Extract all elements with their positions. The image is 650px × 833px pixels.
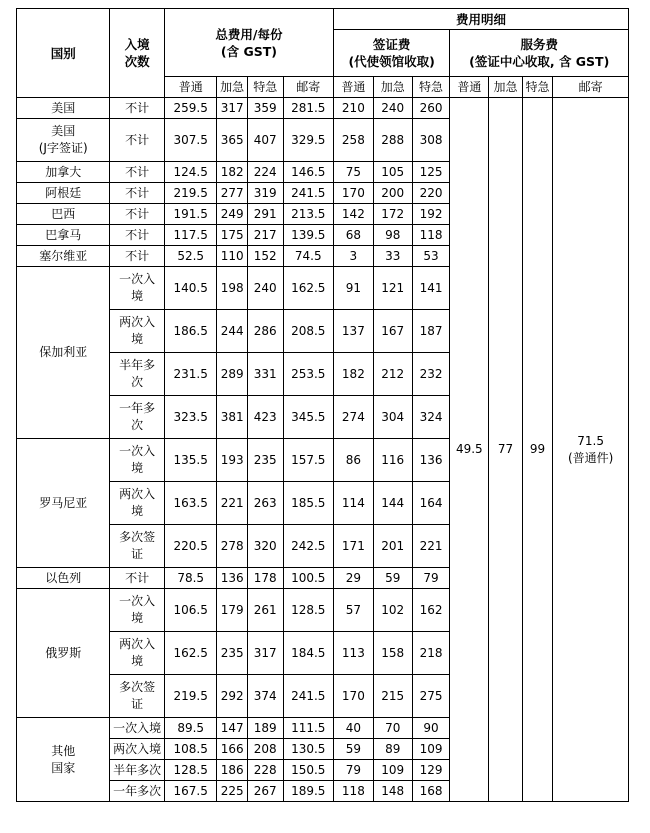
entries-cell: 两次入境: [110, 739, 165, 760]
country-cell: 加拿大: [17, 162, 110, 183]
visa-normal-cell: 113: [333, 632, 373, 675]
total-mail-cell: 208.5: [283, 310, 333, 353]
entries-cell: 不计: [110, 568, 165, 589]
visa-urgent-cell: 288: [373, 119, 412, 162]
header-total-fee: 总费用/每份 (含 GST): [164, 9, 333, 77]
visa-normal-cell: 182: [333, 353, 373, 396]
total-normal-cell: 186.5: [164, 310, 216, 353]
total-urgent-cell: 381: [217, 396, 247, 439]
visa-urgent-cell: 200: [373, 183, 412, 204]
visa-normal-cell: 210: [333, 98, 373, 119]
total-express-cell: 189: [247, 718, 283, 739]
total-normal-cell: 231.5: [164, 353, 216, 396]
total-urgent-cell: 193: [217, 439, 247, 482]
total-express-cell: 235: [247, 439, 283, 482]
visa-normal-cell: 118: [333, 781, 373, 802]
total-mail-cell: 345.5: [283, 396, 333, 439]
visa-express-cell: 232: [412, 353, 450, 396]
visa-normal-cell: 170: [333, 675, 373, 718]
visa-urgent-cell: 167: [373, 310, 412, 353]
total-express-cell: 359: [247, 98, 283, 119]
total-urgent-cell: 249: [217, 204, 247, 225]
total-normal-cell: 108.5: [164, 739, 216, 760]
visa-express-cell: 118: [412, 225, 450, 246]
total-mail-cell: 241.5: [283, 675, 333, 718]
visa-normal-cell: 170: [333, 183, 373, 204]
visa-express-cell: 324: [412, 396, 450, 439]
visa-normal-cell: 137: [333, 310, 373, 353]
visa-normal-cell: 40: [333, 718, 373, 739]
total-urgent-cell: 292: [217, 675, 247, 718]
country-cell: 其他 国家: [17, 718, 110, 802]
fee-table-container: [16, 8, 629, 802]
visa-express-cell: 218: [412, 632, 450, 675]
visa-urgent-cell: 59: [373, 568, 412, 589]
table-row: [17, 98, 629, 119]
entries-cell: 多次签 证: [110, 525, 165, 568]
total-col-mail: 邮寄: [283, 77, 333, 98]
visa-normal-cell: 86: [333, 439, 373, 482]
total-normal-cell: 259.5: [164, 98, 216, 119]
total-mail-cell: 162.5: [283, 267, 333, 310]
total-col-normal: 普通: [164, 77, 216, 98]
visa-express-cell: 79: [412, 568, 450, 589]
country-cell: 巴西: [17, 204, 110, 225]
visa-normal-cell: 114: [333, 482, 373, 525]
total-urgent-cell: 182: [217, 162, 247, 183]
total-normal-cell: 52.5: [164, 246, 216, 267]
total-express-cell: 317: [247, 632, 283, 675]
total-express-cell: 331: [247, 353, 283, 396]
visa-normal-cell: 3: [333, 246, 373, 267]
total-mail-cell: 185.5: [283, 482, 333, 525]
service-mail-cell: 71.5 (普通件): [553, 98, 629, 802]
total-col-urgent: 加急: [217, 77, 247, 98]
visa-express-cell: 125: [412, 162, 450, 183]
visa-express-cell: 109: [412, 739, 450, 760]
country-cell: 美国: [17, 98, 110, 119]
total-express-cell: 374: [247, 675, 283, 718]
country-cell: 俄罗斯: [17, 589, 110, 718]
entries-cell: 不计: [110, 162, 165, 183]
visa-express-cell: 192: [412, 204, 450, 225]
entries-cell: 不计: [110, 183, 165, 204]
total-urgent-cell: 365: [217, 119, 247, 162]
total-urgent-cell: 198: [217, 267, 247, 310]
total-mail-cell: 128.5: [283, 589, 333, 632]
service-col-normal: 普通: [450, 77, 489, 98]
visa-urgent-cell: 201: [373, 525, 412, 568]
total-mail-cell: 241.5: [283, 183, 333, 204]
total-express-cell: 263: [247, 482, 283, 525]
total-normal-cell: 163.5: [164, 482, 216, 525]
header-entries: 入境 次数: [110, 9, 165, 98]
service-express-cell: 99: [522, 98, 552, 802]
total-urgent-cell: 225: [217, 781, 247, 802]
header-visa-fee: 签证费 (代使领馆收取): [333, 30, 449, 77]
total-mail-cell: 100.5: [283, 568, 333, 589]
service-col-express: 特急: [522, 77, 552, 98]
service-col-urgent: 加急: [489, 77, 523, 98]
total-express-cell: 178: [247, 568, 283, 589]
total-col-express: 特急: [247, 77, 283, 98]
entries-cell: 不计: [110, 98, 165, 119]
total-normal-cell: 167.5: [164, 781, 216, 802]
total-urgent-cell: 186: [217, 760, 247, 781]
visa-express-cell: 162: [412, 589, 450, 632]
visa-normal-cell: 79: [333, 760, 373, 781]
visa-normal-cell: 59: [333, 739, 373, 760]
country-cell: 以色列: [17, 568, 110, 589]
total-express-cell: 152: [247, 246, 283, 267]
total-urgent-cell: 278: [217, 525, 247, 568]
total-mail-cell: 146.5: [283, 162, 333, 183]
country-cell: 保加利亚: [17, 267, 110, 439]
visa-urgent-cell: 102: [373, 589, 412, 632]
total-normal-cell: 117.5: [164, 225, 216, 246]
visa-express-cell: 90: [412, 718, 450, 739]
visa-urgent-cell: 304: [373, 396, 412, 439]
visa-urgent-cell: 212: [373, 353, 412, 396]
visa-normal-cell: 75: [333, 162, 373, 183]
total-express-cell: 228: [247, 760, 283, 781]
entries-cell: 一次入 境: [110, 439, 165, 482]
visa-urgent-cell: 105: [373, 162, 412, 183]
entries-cell: 一次入境: [110, 718, 165, 739]
entries-cell: 多次签 证: [110, 675, 165, 718]
total-urgent-cell: 235: [217, 632, 247, 675]
visa-urgent-cell: 116: [373, 439, 412, 482]
visa-normal-cell: 91: [333, 267, 373, 310]
visa-express-cell: 220: [412, 183, 450, 204]
visa-urgent-cell: 33: [373, 246, 412, 267]
total-mail-cell: 213.5: [283, 204, 333, 225]
total-normal-cell: 135.5: [164, 439, 216, 482]
visa-normal-cell: 258: [333, 119, 373, 162]
service-normal-cell: 49.5: [450, 98, 489, 802]
visa-fee-table: [16, 8, 629, 802]
visa-urgent-cell: 144: [373, 482, 412, 525]
total-express-cell: 217: [247, 225, 283, 246]
entries-cell: 一年多次: [110, 781, 165, 802]
total-express-cell: 286: [247, 310, 283, 353]
total-mail-cell: 157.5: [283, 439, 333, 482]
total-express-cell: 423: [247, 396, 283, 439]
visa-urgent-cell: 89: [373, 739, 412, 760]
visa-urgent-cell: 98: [373, 225, 412, 246]
total-normal-cell: 307.5: [164, 119, 216, 162]
total-mail-cell: 184.5: [283, 632, 333, 675]
visa-express-cell: 136: [412, 439, 450, 482]
total-normal-cell: 162.5: [164, 632, 216, 675]
total-normal-cell: 191.5: [164, 204, 216, 225]
visa-urgent-cell: 121: [373, 267, 412, 310]
total-mail-cell: 281.5: [283, 98, 333, 119]
total-normal-cell: 78.5: [164, 568, 216, 589]
total-express-cell: 261: [247, 589, 283, 632]
total-normal-cell: 219.5: [164, 183, 216, 204]
total-normal-cell: 124.5: [164, 162, 216, 183]
visa-express-cell: 187: [412, 310, 450, 353]
visa-express-cell: 275: [412, 675, 450, 718]
total-mail-cell: 111.5: [283, 718, 333, 739]
visa-express-cell: 164: [412, 482, 450, 525]
total-express-cell: 208: [247, 739, 283, 760]
entries-cell: 一年多 次: [110, 396, 165, 439]
country-cell: 塞尔维亚: [17, 246, 110, 267]
total-mail-cell: 130.5: [283, 739, 333, 760]
visa-col-express: 特急: [412, 77, 450, 98]
total-express-cell: 224: [247, 162, 283, 183]
total-mail-cell: 189.5: [283, 781, 333, 802]
total-express-cell: 291: [247, 204, 283, 225]
total-mail-cell: 150.5: [283, 760, 333, 781]
visa-urgent-cell: 215: [373, 675, 412, 718]
total-normal-cell: 140.5: [164, 267, 216, 310]
visa-urgent-cell: 240: [373, 98, 412, 119]
visa-normal-cell: 57: [333, 589, 373, 632]
entries-cell: 两次入 境: [110, 632, 165, 675]
total-urgent-cell: 147: [217, 718, 247, 739]
visa-express-cell: 168: [412, 781, 450, 802]
total-mail-cell: 253.5: [283, 353, 333, 396]
total-express-cell: 267: [247, 781, 283, 802]
total-urgent-cell: 136: [217, 568, 247, 589]
total-urgent-cell: 110: [217, 246, 247, 267]
country-cell: 罗马尼亚: [17, 439, 110, 568]
country-cell: 美国 (J字签证): [17, 119, 110, 162]
visa-express-cell: 308: [412, 119, 450, 162]
visa-normal-cell: 171: [333, 525, 373, 568]
entries-cell: 两次入 境: [110, 310, 165, 353]
entries-cell: 不计: [110, 119, 165, 162]
total-normal-cell: 128.5: [164, 760, 216, 781]
visa-normal-cell: 274: [333, 396, 373, 439]
total-normal-cell: 106.5: [164, 589, 216, 632]
total-normal-cell: 220.5: [164, 525, 216, 568]
visa-express-cell: 221: [412, 525, 450, 568]
total-urgent-cell: 289: [217, 353, 247, 396]
total-urgent-cell: 166: [217, 739, 247, 760]
visa-express-cell: 129: [412, 760, 450, 781]
visa-urgent-cell: 172: [373, 204, 412, 225]
total-urgent-cell: 175: [217, 225, 247, 246]
total-urgent-cell: 221: [217, 482, 247, 525]
entries-cell: 一次入 境: [110, 267, 165, 310]
total-normal-cell: 89.5: [164, 718, 216, 739]
total-express-cell: 319: [247, 183, 283, 204]
header-country: 国别: [17, 9, 110, 98]
entries-cell: 不计: [110, 246, 165, 267]
visa-normal-cell: 68: [333, 225, 373, 246]
entries-cell: 半年多 次: [110, 353, 165, 396]
visa-col-urgent: 加急: [373, 77, 412, 98]
header-fee-detail: 费用明细: [333, 9, 628, 30]
total-urgent-cell: 179: [217, 589, 247, 632]
total-express-cell: 407: [247, 119, 283, 162]
total-urgent-cell: 277: [217, 183, 247, 204]
visa-express-cell: 141: [412, 267, 450, 310]
total-mail-cell: 74.5: [283, 246, 333, 267]
service-col-mail: 邮寄: [553, 77, 629, 98]
entries-cell: 不计: [110, 204, 165, 225]
visa-urgent-cell: 148: [373, 781, 412, 802]
total-express-cell: 240: [247, 267, 283, 310]
visa-urgent-cell: 158: [373, 632, 412, 675]
entries-cell: 半年多次: [110, 760, 165, 781]
total-express-cell: 320: [247, 525, 283, 568]
visa-urgent-cell: 109: [373, 760, 412, 781]
country-cell: 阿根廷: [17, 183, 110, 204]
total-normal-cell: 219.5: [164, 675, 216, 718]
total-mail-cell: 139.5: [283, 225, 333, 246]
total-normal-cell: 323.5: [164, 396, 216, 439]
visa-express-cell: 260: [412, 98, 450, 119]
service-urgent-cell: 77: [489, 98, 523, 802]
header-service-fee: 服务费 (签证中心收取, 含 GST): [450, 30, 629, 77]
entries-cell: 两次入 境: [110, 482, 165, 525]
visa-col-normal: 普通: [333, 77, 373, 98]
total-urgent-cell: 244: [217, 310, 247, 353]
visa-urgent-cell: 70: [373, 718, 412, 739]
total-mail-cell: 329.5: [283, 119, 333, 162]
country-cell: 巴拿马: [17, 225, 110, 246]
visa-normal-cell: 142: [333, 204, 373, 225]
visa-express-cell: 53: [412, 246, 450, 267]
entries-cell: 一次入 境: [110, 589, 165, 632]
visa-normal-cell: 29: [333, 568, 373, 589]
total-mail-cell: 242.5: [283, 525, 333, 568]
entries-cell: 不计: [110, 225, 165, 246]
total-urgent-cell: 317: [217, 98, 247, 119]
